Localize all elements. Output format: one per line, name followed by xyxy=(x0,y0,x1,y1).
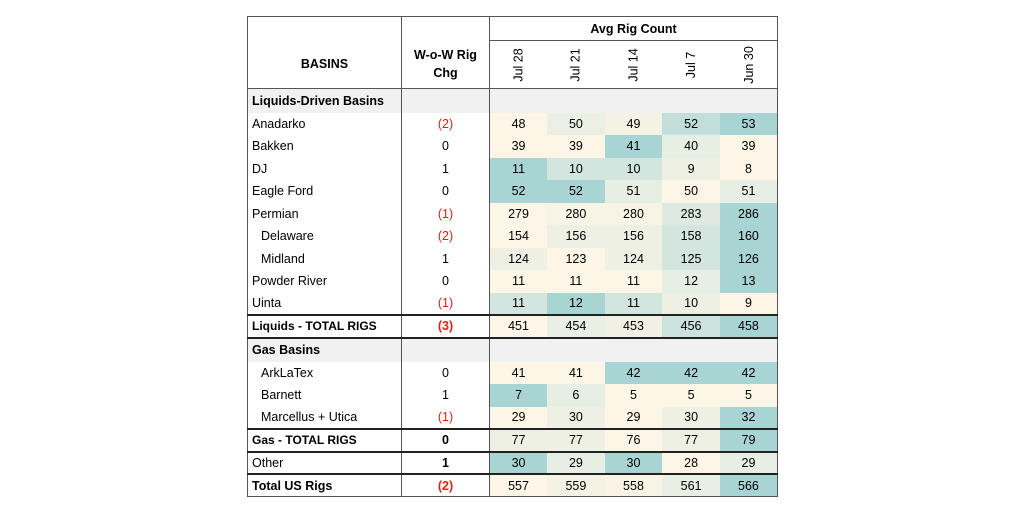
rig-count-cell: 42 xyxy=(605,362,663,385)
header-row-main xyxy=(248,41,778,89)
rig-count-cell: 52 xyxy=(662,113,720,136)
rig-count-cell: 559 xyxy=(547,474,605,497)
rig-count-cell: 42 xyxy=(720,362,778,385)
rig-count-cell: 283 xyxy=(662,203,720,226)
section-header-row xyxy=(248,89,778,113)
rig-count-cell: 5 xyxy=(605,384,663,407)
wow-chg-header-line2: Chg xyxy=(433,66,458,81)
week-label: Jul 28 xyxy=(511,47,526,82)
header-chg-blank xyxy=(402,17,490,41)
rig-count-cell: 13 xyxy=(720,270,778,293)
total-label: - TOTAL RIGS xyxy=(294,319,377,334)
section-values-blank xyxy=(490,338,778,362)
rig-count-cell: 12 xyxy=(662,270,720,293)
rig-count-cell: 79 xyxy=(720,429,778,452)
rig-count-cell: 77 xyxy=(662,429,720,452)
rig-count-cell: 29 xyxy=(605,407,663,430)
rig-count-cell: 48 xyxy=(490,113,548,136)
section-chg-blank xyxy=(402,338,490,362)
wow-change: 0 xyxy=(402,362,490,385)
rig-count-cell: 558 xyxy=(605,474,663,497)
rig-count-cell: 10 xyxy=(605,158,663,181)
wow-change: 1 xyxy=(402,248,490,271)
wow-change: 1 xyxy=(402,158,490,181)
rig-count-table xyxy=(247,16,778,497)
basin-name: Powder River xyxy=(248,270,402,293)
basin-name: Delaware xyxy=(248,225,402,248)
basin-name: Midland xyxy=(248,248,402,271)
rig-count-cell: 280 xyxy=(547,203,605,226)
wow-change: (1) xyxy=(402,203,490,226)
section-title: Liquids-Driven Basins xyxy=(248,89,402,113)
rig-count-cell: 279 xyxy=(490,203,548,226)
rig-count-cell: 52 xyxy=(547,180,605,203)
avg-rig-count-header: Avg Rig Count xyxy=(490,17,778,41)
rig-count-cell: 9 xyxy=(662,158,720,181)
week-label: Jul 7 xyxy=(684,51,699,78)
rig-count-cell: 156 xyxy=(547,225,605,248)
rig-count-cell: 7 xyxy=(490,384,548,407)
wow-change: 0 xyxy=(402,180,490,203)
basin-row xyxy=(248,203,778,226)
wow-change: (1) xyxy=(402,293,490,316)
rig-count-cell: 28 xyxy=(662,452,720,475)
other-row xyxy=(248,452,778,475)
basin-row xyxy=(248,113,778,136)
wow-chg-header-line1: W-o-W Rig xyxy=(414,48,477,63)
rig-count-cell: 12 xyxy=(547,293,605,316)
wow-change: 1 xyxy=(402,452,490,475)
week-header xyxy=(547,41,605,89)
rig-count-cell: 11 xyxy=(547,270,605,293)
wow-change: (1) xyxy=(402,407,490,430)
basin-row xyxy=(248,248,778,271)
basin-name: Permian xyxy=(248,203,402,226)
basin-name: ArkLaTex xyxy=(248,362,402,385)
rig-count-cell: 126 xyxy=(720,248,778,271)
wow-change: (2) xyxy=(402,474,490,497)
rig-count-cell: 29 xyxy=(720,452,778,475)
rig-count-cell: 41 xyxy=(605,135,663,158)
rig-count-cell: 11 xyxy=(490,293,548,316)
rig-count-cell: 51 xyxy=(605,180,663,203)
week-label: Jul 14 xyxy=(626,47,641,82)
rig-count-cell: 454 xyxy=(547,315,605,338)
rig-count-cell: 286 xyxy=(720,203,778,226)
rig-count-cell: 566 xyxy=(720,474,778,497)
rig-count-cell: 9 xyxy=(720,293,778,316)
rig-count-cell: 458 xyxy=(720,315,778,338)
rig-count-cell: 29 xyxy=(490,407,548,430)
rig-count-cell: 156 xyxy=(605,225,663,248)
wow-change: 0 xyxy=(402,270,490,293)
rig-count-cell: 29 xyxy=(547,452,605,475)
wow-chg-header xyxy=(402,41,490,89)
rig-count-cell: 77 xyxy=(547,429,605,452)
rig-count-cell: 11 xyxy=(605,293,663,316)
section-values-blank xyxy=(490,89,778,113)
rig-count-cell: 557 xyxy=(490,474,548,497)
rig-count-cell: 11 xyxy=(490,158,548,181)
rig-count-cell: 11 xyxy=(490,270,548,293)
basin-name xyxy=(248,315,402,338)
wow-change: (3) xyxy=(402,315,490,338)
week-header xyxy=(490,41,548,89)
section-chg-blank xyxy=(402,89,490,113)
basin-name: Uinta xyxy=(248,293,402,316)
wow-change: 1 xyxy=(402,384,490,407)
wow-change: 0 xyxy=(402,135,490,158)
rig-count-cell: 10 xyxy=(662,293,720,316)
grand-total-row xyxy=(248,474,778,497)
rig-count-cell: 53 xyxy=(720,113,778,136)
basin-name: Total US Rigs xyxy=(248,474,402,497)
basin-row xyxy=(248,407,778,430)
rig-count-cell: 456 xyxy=(662,315,720,338)
rig-count-cell: 41 xyxy=(547,362,605,385)
rig-count-cell: 5 xyxy=(720,384,778,407)
basin-name xyxy=(248,429,402,452)
basin-row xyxy=(248,225,778,248)
total-prefix: Gas xyxy=(252,433,275,448)
basin-name: Bakken xyxy=(248,135,402,158)
header-row-top xyxy=(248,17,778,41)
total-row xyxy=(248,315,778,338)
basin-name: Other xyxy=(248,452,402,475)
rig-count-cell: 39 xyxy=(720,135,778,158)
basin-row xyxy=(248,270,778,293)
rig-count-cell: 30 xyxy=(490,452,548,475)
rig-count-cell: 40 xyxy=(662,135,720,158)
rig-count-cell: 50 xyxy=(547,113,605,136)
wow-change: 0 xyxy=(402,429,490,452)
basin-name: Barnett xyxy=(248,384,402,407)
rig-count-cell: 280 xyxy=(605,203,663,226)
basin-row xyxy=(248,135,778,158)
rig-count-cell: 158 xyxy=(662,225,720,248)
header-corner-blank xyxy=(248,17,402,41)
rig-count-cell: 11 xyxy=(605,270,663,293)
rig-count-cell: 451 xyxy=(490,315,548,338)
rig-count-cell: 124 xyxy=(490,248,548,271)
total-row xyxy=(248,429,778,452)
rig-count-cell: 453 xyxy=(605,315,663,338)
week-label: Jun 30 xyxy=(741,45,756,84)
rig-count-cell: 42 xyxy=(662,362,720,385)
section-header-row xyxy=(248,338,778,362)
wow-change: (2) xyxy=(402,225,490,248)
rig-count-cell: 51 xyxy=(720,180,778,203)
basin-name: DJ xyxy=(248,158,402,181)
basin-row xyxy=(248,384,778,407)
rig-count-cell: 30 xyxy=(662,407,720,430)
basin-row xyxy=(248,362,778,385)
basin-name: Marcellus + Utica xyxy=(248,407,402,430)
rig-count-cell: 10 xyxy=(547,158,605,181)
week-header xyxy=(605,41,663,89)
rig-count-cell: 154 xyxy=(490,225,548,248)
basin-name: Eagle Ford xyxy=(248,180,402,203)
rig-count-cell: 30 xyxy=(605,452,663,475)
week-header xyxy=(662,41,720,89)
basin-name: Anadarko xyxy=(248,113,402,136)
rig-count-cell: 41 xyxy=(490,362,548,385)
rig-count-cell: 123 xyxy=(547,248,605,271)
rig-count-cell: 30 xyxy=(547,407,605,430)
rig-count-cell: 124 xyxy=(605,248,663,271)
basin-row xyxy=(248,180,778,203)
rig-count-cell: 77 xyxy=(490,429,548,452)
rig-count-cell: 39 xyxy=(547,135,605,158)
basins-header: BASINS xyxy=(248,41,402,89)
rig-count-cell: 76 xyxy=(605,429,663,452)
total-label: - TOTAL RIGS xyxy=(274,433,357,448)
rig-count-cell: 561 xyxy=(662,474,720,497)
basin-row xyxy=(248,293,778,316)
rig-count-cell: 6 xyxy=(547,384,605,407)
rig-count-cell: 50 xyxy=(662,180,720,203)
week-label: Jul 21 xyxy=(568,47,583,82)
wow-change: (2) xyxy=(402,113,490,136)
section-title: Gas Basins xyxy=(248,338,402,362)
rig-count-cell: 160 xyxy=(720,225,778,248)
rig-count-cell: 125 xyxy=(662,248,720,271)
rig-count-cell: 5 xyxy=(662,384,720,407)
total-prefix: Liquids xyxy=(252,319,295,334)
rig-count-cell: 32 xyxy=(720,407,778,430)
rig-count-cell: 52 xyxy=(490,180,548,203)
rig-count-table-body xyxy=(248,17,778,497)
rig-count-cell: 39 xyxy=(490,135,548,158)
basin-row xyxy=(248,158,778,181)
rig-count-cell: 8 xyxy=(720,158,778,181)
rig-count-cell: 49 xyxy=(605,113,663,136)
week-header xyxy=(720,41,778,89)
